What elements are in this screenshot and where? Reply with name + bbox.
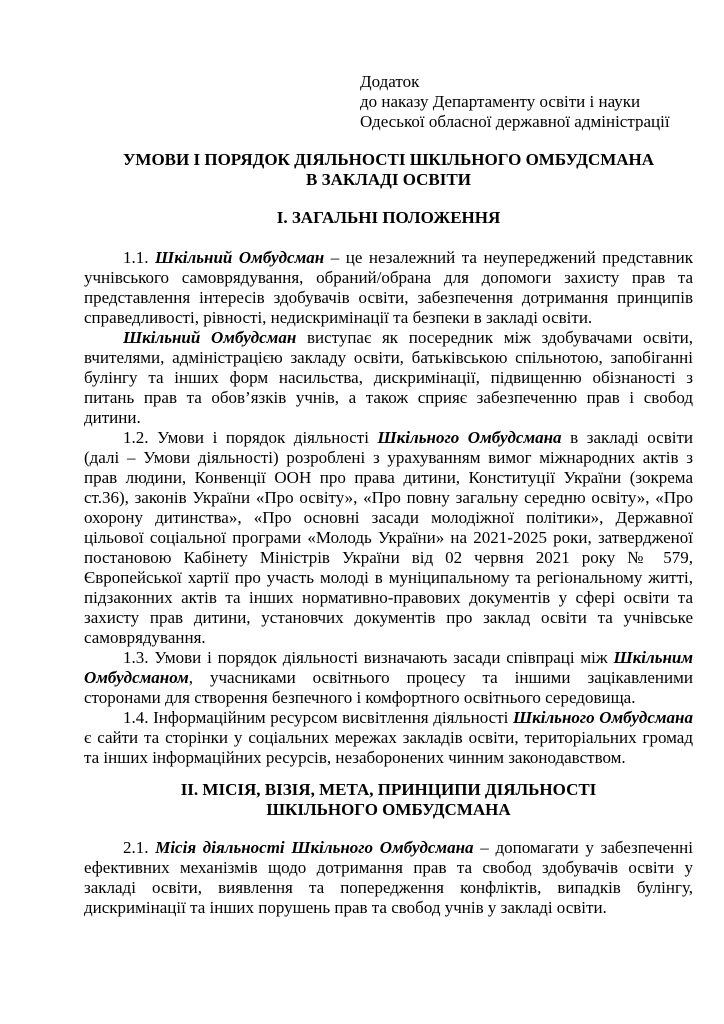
paragraph-1-1 bbox=[84, 248, 693, 328]
paragraph-number: 1.1. bbox=[123, 248, 156, 267]
section-2-heading-line-1: ІІ. МІСІЯ, ВІЗІЯ, МЕТА, ПРИНЦИПИ ДІЯЛЬНОСТІ bbox=[180, 780, 597, 799]
paragraph-1-2 bbox=[84, 428, 693, 648]
paragraph-1-1-cont bbox=[84, 328, 693, 428]
document-title bbox=[84, 150, 693, 190]
term-emphasis: Шкільного Омбудсмана bbox=[512, 708, 693, 727]
term-emphasis: Шкільним Омбудсманом bbox=[84, 648, 693, 687]
document-title-line-1: УМОВИ І ПОРЯДОК ДІЯЛЬНОСТІ ШКІЛЬНОГО ОМБУДСМАНА bbox=[122, 150, 655, 169]
paragraph-1-4 bbox=[84, 708, 693, 768]
paragraph-text: , учасниками освітнього процесу та іншими зацікавленими сторонами для створення безпечного і комфортного освітнього середовища. bbox=[84, 668, 693, 707]
paragraph-1-3 bbox=[84, 648, 693, 708]
paragraph-2-1 bbox=[84, 838, 693, 918]
paragraph-text: – допомагати у забезпеченні ефективних механізмів щодо дотримання прав та свобод здобувачів освіти у закладі освіти, виявлення та попередження конфліктів, випадків булінгу, дискримінації та інших порушень прав та свобод учнів у закладі освіти. bbox=[84, 838, 693, 917]
section-2-heading bbox=[84, 780, 693, 820]
term-emphasis: Місія діяльності Шкільного Омбудсмана bbox=[155, 838, 474, 857]
paragraph-number: 1.3. Умови і порядок діяльності визначають засади співпраці між bbox=[123, 648, 614, 667]
annex-line-2: до наказу Департаменту освіти і науки bbox=[360, 92, 641, 111]
term-emphasis: Шкільного Омбудсмана bbox=[377, 428, 562, 447]
annex-line-1: Додаток bbox=[360, 72, 420, 91]
paragraph-text: виступає як посередник між здобувачами освіти, вчителями, адміністрацією закладу освіти, батьківською спільнотою, запобіганні булінгу та інших форм насильства, дискримінації, підвищенню обізнаності з питань прав та обов’язків учнів, а також сприяє забезпеченню прав і свобод дитини. bbox=[84, 328, 693, 427]
term-emphasis: Шкільний Омбудсман bbox=[123, 328, 297, 347]
section-2-heading-line-2: ШКІЛЬНОГО ОМБУДСМАНА bbox=[266, 800, 511, 819]
document-title-line-2: В ЗАКЛАДІ ОСВІТИ bbox=[306, 170, 471, 189]
paragraph-number: 1.2. Умови і порядок діяльності bbox=[123, 428, 378, 447]
annex-line-3: Одеської обласної державної адміністрації bbox=[360, 112, 670, 131]
paragraph-text: в закладі освіти (далі – Умови діяльності) розроблені з урахуванням вимог міжнародних актів з прав людини, Конвенції ООН про права дитини, Конституції України (зокрема ст.36), законів України «Про освіту», «Про повну загальну середню освіту», «Про охорону дитинства», «Про основні засади молодіжної політики», Державної цільової соціальної програми «Молодь України» на 2021-2025 роки, затвердженої постановою Кабінету Міністрів України від 02 червня 2021 року № 579, Європейської хартії про участь молоді в муніципальному та регіональному житті, підзаконних актів та інших нормативно-правових документів у сфері освіти та захисту прав дитини, установчих документів про заклад освіти та учнівське самоврядування. bbox=[84, 428, 693, 647]
annex-block bbox=[360, 72, 693, 132]
paragraph-text: є сайти та сторінки у соціальних мережах закладів освіти, територіальних громад та інших інформаційних ресурсів, незаборонених чинним законодавством. bbox=[84, 728, 693, 767]
term-emphasis: Шкільний Омбудсман bbox=[155, 248, 325, 267]
paragraph-number: 2.1. bbox=[123, 838, 156, 857]
section-1-heading: І. ЗАГАЛЬНІ ПОЛОЖЕННЯ bbox=[276, 208, 501, 227]
paragraph-number: 1.4. Інформаційним ресурсом висвітлення діяльності bbox=[123, 708, 513, 727]
paragraph-text: – це незалежний та неупереджений представник учнівського самоврядування, обраний/обрана для допомоги захисту прав та представлення інтересів здобувачів освіти, забезпечення дотримання принципів справедливості, рівності, недискримінації та безпеки в закладі освіти. bbox=[84, 248, 694, 327]
